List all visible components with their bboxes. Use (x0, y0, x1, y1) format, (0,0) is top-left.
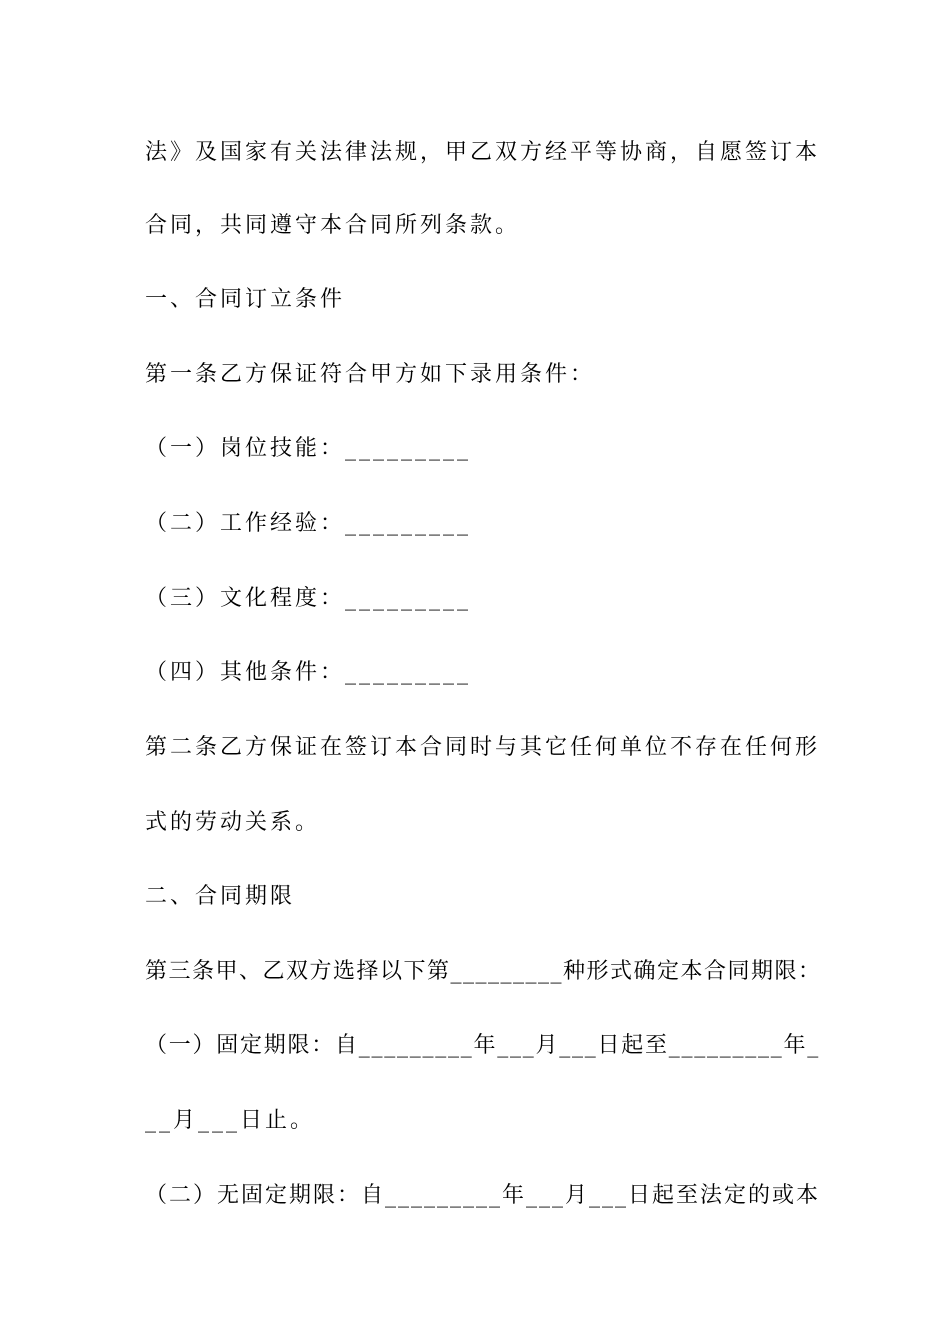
form-field-line: （四）其他条件：_________ (145, 660, 472, 685)
form-field-line: __月___日止。 (145, 1108, 316, 1133)
text-line: 式的劳动关系。 (145, 810, 321, 835)
text-line: 合同，共同遵守本合同所列条款。 (145, 213, 521, 238)
form-field-line: （三）文化程度：_________ (145, 586, 472, 611)
text-line: 第二条乙方保证在签订本合同时与其它任何单位不存在任何形 (145, 735, 821, 760)
form-field-line: （一）固定期限：自_________年___月___日起至_________年_ (145, 1033, 821, 1058)
form-field-line: （二）工作经验：_________ (145, 511, 472, 536)
form-field-line: （二）无固定期限：自_________年___月___日起至法定的或本 (145, 1183, 821, 1208)
text-line: 第三条甲、乙双方选择以下第_________种形式确定本合同期限： (145, 959, 822, 984)
section-heading: 一、合同订立条件 (145, 287, 346, 312)
form-field-line: （一）岗位技能：_________ (145, 436, 472, 461)
text-line: 第一条乙方保证符合甲方如下录用条件： (145, 362, 596, 387)
text-line: 法》及国家有关法律法规，甲乙双方经平等协商，自愿签订本 (145, 140, 821, 165)
section-heading: 二、合同期限 (145, 884, 296, 909)
